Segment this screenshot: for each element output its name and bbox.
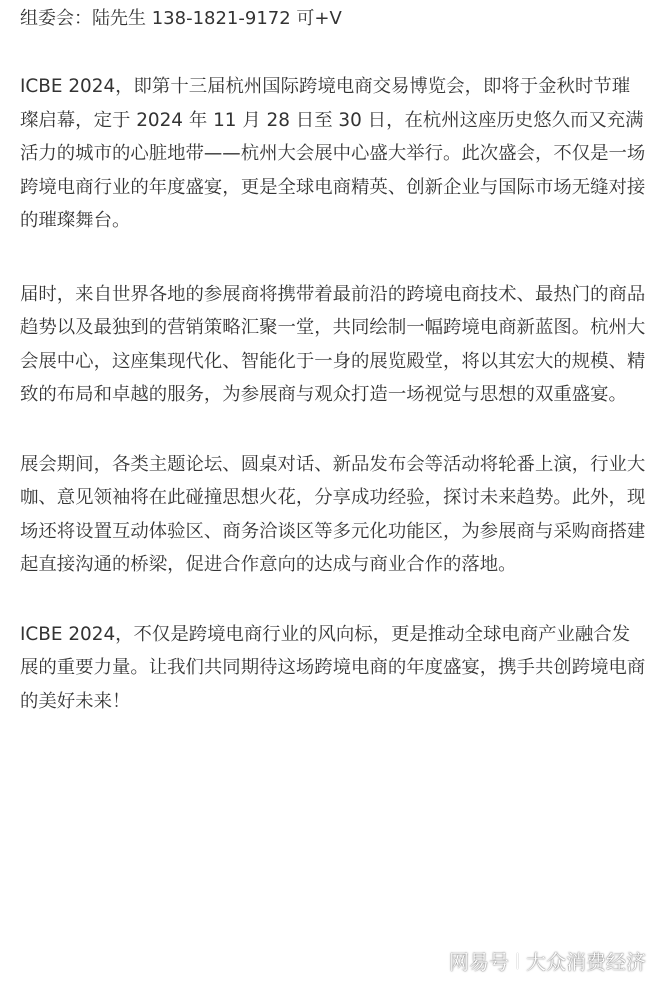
watermark-brand: 网易号 bbox=[449, 950, 509, 974]
contact-line: 组委会：陆先生 138-1821-9172 可+V bbox=[20, 8, 342, 29]
paragraph-exhibitors: 届时，来自世界各地的参展商将携带着最前沿的跨境电商技术、最热门的商品趋势以及最独到的营销策略汇聚一堂，共同绘制一幅跨境电商新蓝图。杭州大会展中心，这座集现代化、智能化于一身的展览殿堂，将以其宏大的规模、精致的布局和卓越的服务，为参展商与观众打造一场视觉与思想的双重盛宴。 bbox=[20, 283, 646, 405]
paragraph-activities: 展会期间，各类主题论坛、圆桌对话、新品发布会等活动将轮番上演，行业大咖、意见领袖将在此碰撞思想火花，分享成功经验，探讨未来趋势。此外，现场还将设置互动体验区、商务洽谈区等多元化功能区，为参展商与采购商搭建起直接沟通的桥梁，促进合作意向的达成与商业合作的落地。 bbox=[20, 453, 646, 575]
watermark-account: 大众消费经济 bbox=[526, 950, 646, 974]
watermark bbox=[449, 946, 646, 975]
paragraph-intro: ICBE 2024，即第十三届杭州国际跨境电商交易博览会，即将于金秋时节璀璨启幕，定于 2024 年 11 月 28 日至 30 日，在杭州这座历史悠久而又充满活力的城市的心脏地带——杭州大会展中心盛大举行。此次盛会，不仅是一场跨境电商行业的年度盛宴，更是全球电商精英、创新企业与国际市场无缝对接的璀璨舞台。 bbox=[20, 76, 646, 231]
watermark-separator bbox=[517, 953, 518, 969]
paragraph-conclusion: ICBE 2024，不仅是跨境电商行业的风向标，更是推动全球电商产业融合发展的重要力量。让我们共同期待这场跨境电商的年度盛宴，携手共创跨境电商的美好未来！ bbox=[20, 623, 646, 712]
